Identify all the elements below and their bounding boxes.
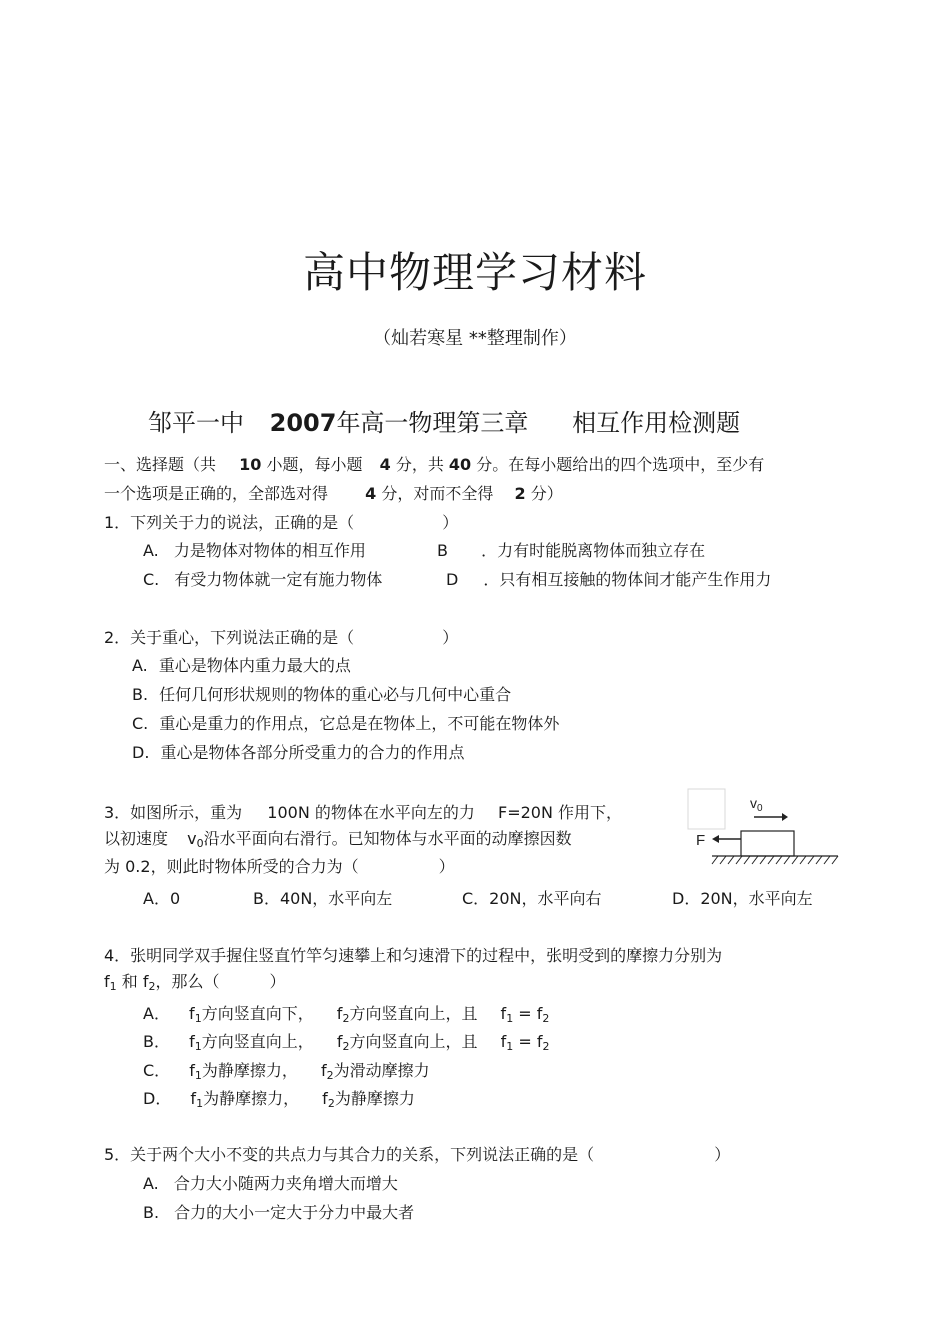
option-label: C． [143, 1061, 171, 1080]
subscript-2: 2 [326, 1069, 334, 1082]
q5-option-a [143, 1174, 398, 1194]
option-text: 任何几何形状规则的物体的重心必与几何中心重合 [159, 685, 512, 704]
option-text: ．只有相互接触的物体间才能产生作用力 [483, 570, 772, 589]
q4-option-a [143, 1004, 549, 1024]
q1-option-b [437, 541, 705, 561]
f-letter: f [189, 1061, 195, 1080]
option-label: C. [132, 714, 149, 733]
option-label: B． [143, 1032, 170, 1051]
v-symbol: v [187, 829, 197, 848]
force-arrow-head [712, 835, 719, 843]
subscript-1: 1 [109, 980, 117, 993]
instr-points-full: 4 [365, 484, 377, 503]
heading-year: 2007 [269, 409, 337, 437]
option-text: 合力大小随两力夹角增大而增大 [173, 1174, 398, 1193]
instr-points-each: 4 [379, 455, 391, 474]
f-letter: f [190, 1089, 197, 1108]
q3-option-a: A．0 [143, 889, 181, 908]
q1-answer-paren: ） [442, 513, 459, 532]
instr-text: 分。在每小题给出的四个选项中，至少有 [476, 455, 765, 474]
option-label: A. [132, 656, 148, 675]
v-subscript: 0 [196, 837, 204, 850]
subscript-2: 2 [148, 980, 156, 993]
q3-answer-paren: ） [438, 857, 455, 876]
option-text: 力是物体对物体的相互作用 [173, 541, 366, 560]
force-label: F [696, 832, 706, 849]
f1-symbol [189, 1004, 202, 1023]
q1-option-c [143, 570, 382, 590]
f2-symbol [337, 1032, 350, 1051]
instr-text: 一个选项是正确的，全部选对得 [104, 484, 329, 503]
q1-stem-text: 1．下列关于力的说法，正确的是（ [104, 513, 355, 532]
option-text: 方向竖直向上，且 [349, 1004, 478, 1023]
subscript-1: 1 [194, 1040, 202, 1053]
f-letter: f [336, 1004, 343, 1023]
q3-text: 以初速度 [104, 829, 169, 848]
instr-points-partial: 2 [514, 484, 526, 503]
velocity-arrow-head [782, 813, 788, 821]
q3-text: 为 [104, 857, 121, 876]
subscript-1: 1 [194, 1012, 202, 1025]
instr-text: 分，对而不全得 [381, 484, 494, 503]
q3-friction-coefficient: 0.2 [125, 857, 151, 876]
instr-text: 小题，每小题 [266, 455, 363, 474]
block-diagram-svg [684, 786, 844, 876]
subscript-2: 2 [327, 1097, 335, 1110]
option-label: A. [143, 541, 159, 560]
q3-option-c: C．20N，水平向右 [462, 889, 602, 908]
option-text: 为静摩擦力， [203, 1089, 300, 1108]
exam-heading [148, 408, 740, 438]
q2-answer-paren: ） [442, 628, 459, 647]
option-label: D． [143, 1089, 172, 1108]
f-letter: f [500, 1004, 507, 1023]
option-text: ．力有时能脱离物体而独立存在 [481, 541, 706, 560]
option-text: 有受力物体就一定有施力物体 [174, 570, 383, 589]
instr-question-count: 10 [239, 455, 262, 474]
q2-option-d [132, 743, 465, 763]
option-label: B. [132, 685, 149, 704]
q2-option-b [132, 685, 511, 705]
option-text: 方向竖直向下， [201, 1004, 314, 1023]
section-instructions-line2 [104, 484, 563, 504]
subscript-2: 2 [542, 1012, 550, 1025]
placeholder-box [688, 789, 725, 829]
q3-text: 作用下， [558, 803, 623, 822]
option-text: 为静摩擦力 [334, 1089, 415, 1108]
sliding-block [741, 831, 794, 856]
velocity-label-sub: 0 [757, 803, 763, 814]
f-letter: f [321, 1061, 327, 1080]
question-1-stem [104, 513, 458, 533]
option-text: 方向竖直向上， [201, 1032, 314, 1051]
q3-stem-line3 [104, 857, 455, 877]
equals-sign: = [518, 1032, 532, 1051]
equals-sign: = [518, 1004, 532, 1023]
q4-stem-line1: 4．张明同学双手握住竖直竹竿匀速攀上和匀速滑下的过程中，张明受到的摩擦力分别为 [104, 946, 723, 965]
ground-hatching [712, 856, 838, 864]
option-text: 为滑动摩擦力 [333, 1061, 430, 1080]
q5-answer-paren: ） [714, 1145, 731, 1164]
f-letter: f [336, 1032, 343, 1051]
subscript-1: 1 [506, 1012, 514, 1025]
question-5-stem [104, 1145, 730, 1165]
option-text: 重心是重力的作用点，它总是在物体上，不可能在物体外 [159, 714, 560, 733]
option-text: 重心是物体内重力最大的点 [158, 656, 351, 675]
instr-text: 一、选择题（共 [104, 455, 217, 474]
subscript-2: 2 [342, 1040, 350, 1053]
equation [501, 1032, 550, 1051]
q3-weight-value: 100N [267, 803, 310, 822]
option-label: B. [143, 1203, 160, 1222]
q1-option-a [143, 541, 366, 561]
option-label: D. [132, 743, 150, 762]
f1-symbol [104, 972, 117, 991]
heading-chapter: 年高一物理第三章 [336, 409, 529, 437]
instr-text: 分，共 [395, 455, 444, 474]
equation [501, 1004, 550, 1023]
f-letter: f [189, 1004, 195, 1023]
f2-symbol [143, 972, 156, 991]
option-label: D [446, 570, 459, 589]
q3-force-diagram [684, 786, 844, 876]
q2-option-a [132, 656, 351, 676]
subscript-1: 1 [194, 1069, 202, 1082]
heading-school: 邹平一中 [148, 409, 244, 437]
option-text: 方向竖直向上，且 [349, 1032, 478, 1051]
option-text: 重心是物体各部分所受重力的合力的作用点 [160, 743, 465, 762]
f-letter: f [322, 1089, 328, 1108]
q3-text: ，则此时物体所受的合力为（ [150, 857, 359, 876]
option-label: C. [143, 570, 160, 589]
document-title: 高中物理学习材料 [302, 248, 647, 297]
q1-option-d [446, 570, 771, 590]
subscript-2: 2 [542, 1040, 550, 1053]
f-letter: f [536, 1032, 543, 1051]
q3-option-b: B．40N，水平向左 [253, 889, 393, 908]
subscript-2: 2 [342, 1012, 350, 1025]
heading-topic: 相互作用检测题 [572, 409, 741, 437]
f2-symbol [322, 1089, 335, 1108]
subscript-1: 1 [506, 1040, 514, 1053]
f1-symbol [189, 1032, 202, 1051]
f2-symbol [337, 1004, 350, 1023]
velocity-label [750, 795, 763, 814]
option-label: A. [143, 1174, 159, 1193]
q4-text: 和 [121, 972, 138, 991]
q3-stem-line1 [104, 803, 622, 823]
instr-text: 分） [530, 484, 563, 503]
f-letter: f [142, 972, 149, 991]
f-letter: f [104, 972, 110, 991]
q4-option-b [143, 1032, 549, 1052]
q4-stem-line2 [104, 972, 286, 992]
instr-points-total: 40 [448, 455, 472, 474]
q3-force-value: F=20N [498, 803, 553, 822]
q3-velocity-symbol [187, 829, 203, 848]
q2-stem-text: 2．关于重心，下列说法正确的是（ [104, 628, 355, 647]
section-instructions-line1 [104, 455, 764, 475]
document-subtitle: （灿若寒星 **整理制作） [373, 328, 577, 349]
q3-text: 沿水平面向右滑行。已知物体与水平面的动摩擦因数 [203, 829, 572, 848]
option-text: 合力的大小一定大于分力中最大者 [174, 1203, 415, 1222]
q3-text: 的物体在水平向左的力 [314, 803, 475, 822]
option-label: B [437, 541, 448, 560]
q4-answer-paren: ） [269, 972, 286, 991]
f-letter: f [189, 1032, 195, 1051]
q4-option-d [143, 1089, 415, 1109]
f-letter: f [536, 1004, 543, 1023]
f1-symbol [190, 1089, 203, 1108]
subscript-1: 1 [196, 1097, 204, 1110]
f1-symbol [189, 1061, 202, 1080]
q3-stem-line2 [104, 829, 572, 849]
q5-option-b [143, 1203, 414, 1223]
q4-text: ，那么（ [155, 972, 220, 991]
f2-symbol [321, 1061, 334, 1080]
option-label: A． [143, 1004, 170, 1023]
option-text: 为静摩擦力， [201, 1061, 298, 1080]
q3-option-d: D．20N，水平向左 [672, 889, 813, 908]
velocity-label-v: v [750, 795, 757, 811]
q5-stem-text: 5．关于两个大小不变的共点力与其合力的关系，下列说法正确的是（ [104, 1145, 595, 1164]
q4-option-c [143, 1061, 430, 1081]
q3-text: 3．如图所示，重为 [104, 803, 243, 822]
f-letter: f [500, 1032, 507, 1051]
question-2-stem [104, 628, 458, 648]
q2-option-c [132, 714, 559, 734]
